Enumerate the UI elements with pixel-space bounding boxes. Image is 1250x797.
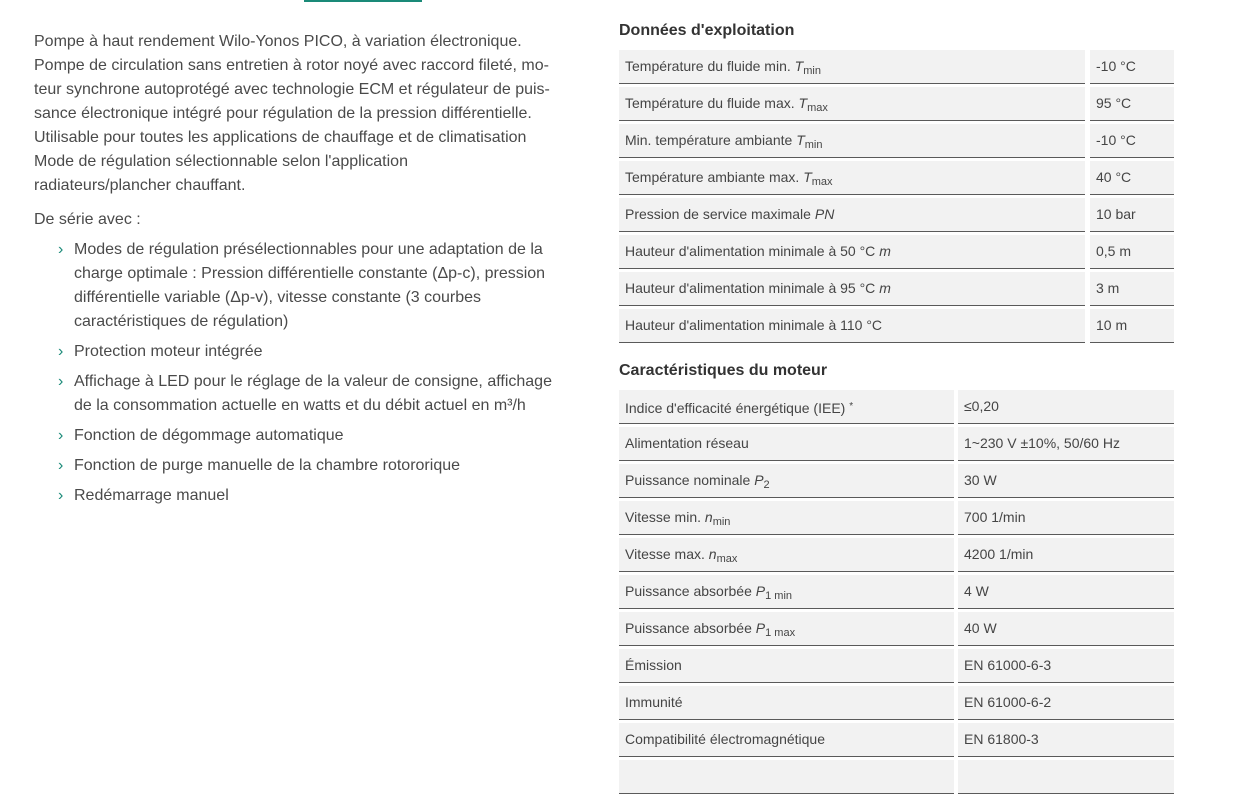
spec-label — [619, 686, 954, 720]
table-row — [619, 723, 1175, 757]
spec-symbol: m — [879, 243, 891, 259]
table-row — [619, 427, 1175, 461]
spec-value: -10 °C — [1090, 50, 1174, 84]
spec-subscript: 2 — [763, 479, 770, 491]
spec-label-text: Hauteur d'alimentation minimale à 110 °C — [625, 317, 883, 333]
spec-label-text: Hauteur d'alimentation minimale à 50 °C — [625, 243, 876, 259]
spec-label — [619, 723, 954, 757]
motor-specs-table — [619, 390, 1175, 794]
chevron-right-icon: › — [58, 427, 64, 444]
spec-value: 40 °C — [1090, 161, 1174, 195]
feature-text: Redémarrage manuel — [74, 487, 229, 504]
spec-value: EN 61000-6-2 — [958, 686, 1174, 720]
feature-list — [34, 238, 584, 508]
table-row — [619, 198, 1175, 232]
table-row — [619, 612, 1175, 646]
description-line: Mode de régulation sélectionnable selon l'application — [34, 153, 408, 170]
feature-item — [60, 424, 564, 448]
description-line: teur synchrone autoprotégé avec technologie ECM et régulateur de puis- — [34, 81, 550, 98]
spec-label — [619, 50, 1085, 84]
spec-value: 4200 1/min — [958, 538, 1174, 572]
spec-symbol: P — [754, 472, 764, 488]
description-line: sance électronique intégré pour régulation de la pression différentielle. — [34, 105, 532, 122]
spec-label-text: Température ambiante max. — [625, 169, 800, 185]
spec-subscript: min — [803, 65, 821, 77]
spec-symbol: n — [704, 509, 713, 525]
description-line: radiateurs/plancher chauffant. — [34, 177, 246, 194]
spec-symbol: T — [803, 169, 812, 185]
spec-label — [619, 427, 954, 461]
spec-label — [619, 198, 1085, 232]
spec-label — [619, 124, 1085, 158]
spec-label — [619, 612, 954, 646]
spec-label-text: Température du fluide max. — [625, 95, 795, 111]
spec-value: 4 W — [958, 575, 1174, 609]
table-row — [619, 124, 1175, 158]
spec-label — [619, 501, 954, 535]
spec-label-text: Hauteur d'alimentation minimale à 95 °C — [625, 280, 876, 296]
feature-text: Protection moteur intégrée — [74, 343, 263, 360]
spec-subscript: max — [811, 176, 833, 188]
spec-label-text: Compatibilité électromagnétique — [625, 731, 825, 747]
feature-text: Fonction de dégommage automatique — [74, 427, 344, 444]
chevron-right-icon: › — [58, 373, 64, 390]
spec-value: ≤0,20 — [958, 390, 1174, 424]
spec-label-text: Min. température ambiante — [625, 132, 793, 148]
motor-specs-title: Caractéristiques du moteur — [619, 362, 828, 379]
spec-subscript: max — [807, 102, 828, 114]
spec-subscript: max — [716, 553, 738, 565]
table-row — [619, 87, 1175, 121]
table-row — [619, 501, 1175, 535]
description-text — [34, 30, 584, 198]
spec-label — [619, 309, 1085, 343]
spec-value: 3 m — [1090, 272, 1174, 306]
spec-value — [958, 760, 1174, 794]
table-row — [619, 649, 1175, 683]
serie-label: De série avec : — [34, 211, 141, 228]
description-line: Pompe de circulation sans entretien à rotor noyé avec raccord fileté, mo- — [34, 57, 549, 74]
feature-item — [60, 454, 564, 478]
chevron-right-icon: › — [58, 241, 64, 258]
description-line: Pompe à haut rendement Wilo-Yonos PICO, à variation électronique. — [34, 33, 522, 50]
specs-panel — [619, 17, 1175, 797]
table-row — [619, 309, 1175, 343]
table-row — [619, 760, 1175, 794]
spec-label — [619, 575, 954, 609]
table-row — [619, 272, 1175, 306]
spec-value: 40 W — [958, 612, 1174, 646]
spec-label-text: Puissance nominale — [625, 472, 751, 488]
feature-item — [60, 370, 564, 418]
feature-text: Fonction de purge manuelle de la chambre rotororique — [74, 457, 461, 474]
spec-value: 0,5 m — [1090, 235, 1174, 269]
spec-label-text: Puissance absorbée — [625, 583, 752, 599]
spec-subscript: min — [712, 516, 731, 528]
spec-label — [619, 538, 954, 572]
spec-label-text: Puissance absorbée — [625, 620, 752, 636]
spec-value: 95 °C — [1090, 87, 1174, 121]
spec-symbol: T — [794, 58, 804, 74]
spec-label — [619, 649, 954, 683]
feature-item — [60, 484, 564, 508]
feature-item — [60, 340, 564, 364]
spec-value: EN 61800-3 — [958, 723, 1174, 757]
spec-value: 1~230 V ±10%, 50/60 Hz — [958, 427, 1174, 461]
spec-label-text: Température du fluide min. — [625, 58, 791, 74]
spec-value: EN 61000-6-3 — [958, 649, 1174, 683]
table-row — [619, 390, 1175, 424]
spec-label — [619, 235, 1085, 269]
table-row — [619, 686, 1175, 720]
spec-value: 30 W — [958, 464, 1174, 498]
spec-subscript: min — [804, 139, 823, 151]
spec-symbol: n — [708, 546, 717, 562]
feature-item — [60, 238, 564, 334]
spec-label — [619, 87, 1085, 121]
spec-label — [619, 161, 1085, 195]
spec-symbol: T — [796, 132, 805, 148]
chevron-right-icon: › — [58, 457, 64, 474]
spec-label-text: Alimentation réseau — [625, 435, 749, 451]
spec-value: 700 1/min — [958, 501, 1174, 535]
spec-subscript: 1 min — [765, 590, 793, 602]
table-row — [619, 464, 1175, 498]
table-row — [619, 575, 1175, 609]
spec-label — [619, 464, 954, 498]
table-row — [619, 235, 1175, 269]
description-line: Utilisable pour toutes les applications de chauffage et de climatisation — [34, 129, 527, 146]
spec-value: 10 m — [1090, 309, 1174, 343]
feature-text: Affichage à LED pour le réglage de la valeur de consigne, affichage de la consommation actuelle en watts et du débit actuel en m³/h — [74, 373, 552, 414]
spec-label — [619, 390, 954, 424]
spec-symbol: PN — [814, 206, 835, 222]
feature-text: Modes de régulation présélectionnables pour une adaptation de la charge optimale : Pression différentielle constante (Δp-c), pression différentielle variable (Δp-v), vitesse constante (3 courbes caractéristiques de régulation) — [74, 241, 546, 330]
spec-label-text: Indice d'efficacité énergétique (IEE) — [625, 400, 846, 416]
table-row — [619, 538, 1175, 572]
spec-label-text: Vitesse min. — [625, 509, 701, 525]
spec-value: -10 °C — [1090, 124, 1174, 158]
table-row — [619, 50, 1175, 84]
spec-label — [619, 272, 1085, 306]
spec-value: 10 bar — [1090, 198, 1174, 232]
spec-label-text: Pression de service maximale — [625, 206, 811, 222]
table-row — [619, 161, 1175, 195]
spec-symbol: P — [755, 620, 766, 636]
footnote-marker: * — [849, 401, 854, 412]
operating-data-title: Données d'exploitation — [619, 22, 795, 39]
spec-label-text: Émission — [625, 657, 682, 673]
spec-symbol: T — [798, 95, 808, 111]
chevron-right-icon: › — [58, 343, 64, 360]
spec-label-text: Vitesse max. — [625, 546, 705, 562]
product-description — [34, 30, 584, 514]
spec-symbol: P — [755, 583, 766, 599]
spec-subscript: 1 max — [765, 627, 796, 639]
spec-label-text: Immunité — [625, 694, 683, 710]
active-tab-indicator — [304, 0, 422, 2]
spec-label — [619, 760, 954, 794]
chevron-right-icon: › — [58, 487, 64, 504]
spec-symbol: m — [879, 280, 891, 296]
operating-data-table — [619, 50, 1175, 343]
